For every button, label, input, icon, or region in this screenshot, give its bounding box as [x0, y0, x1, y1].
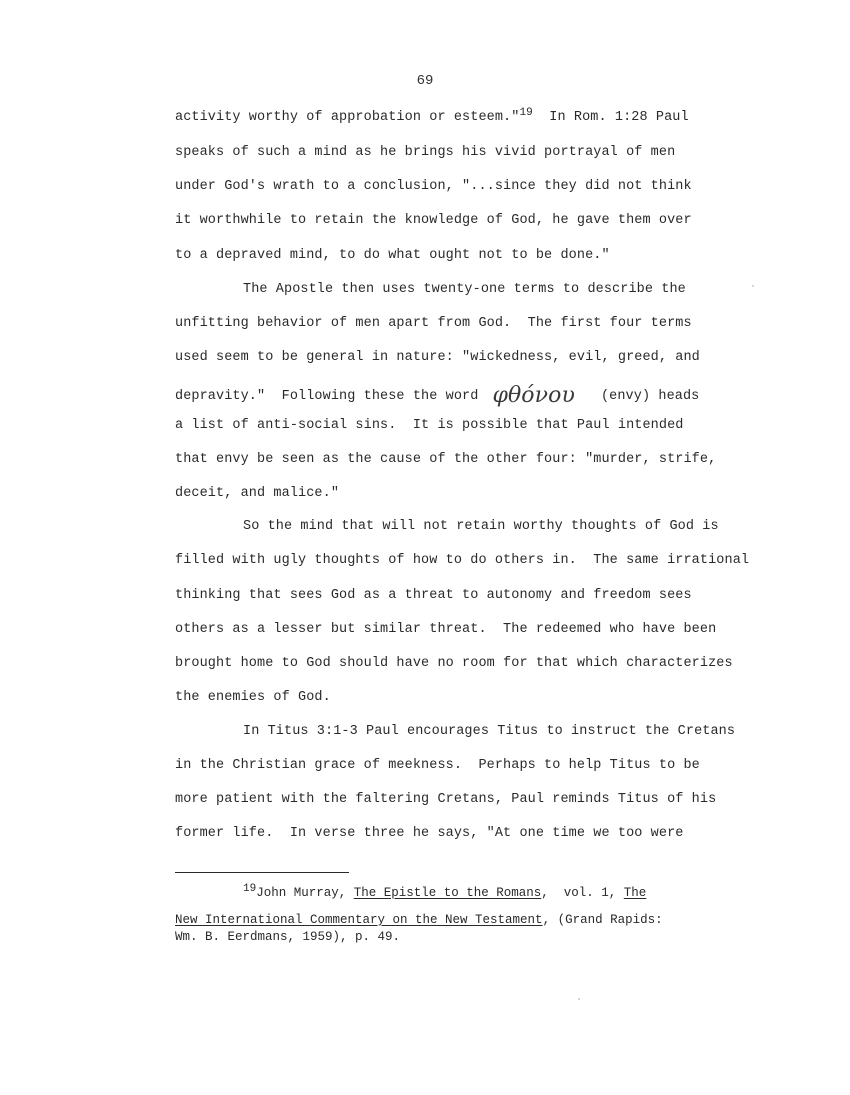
- body-line: that envy be seen as the cause of the other four: "murder, strife,: [175, 452, 717, 467]
- body-line: former life. In verse three he says, "At one time we too were: [175, 826, 684, 841]
- body-line: used seem to be general in nature: "wickedness, evil, greed, and: [175, 350, 700, 365]
- body-line: deceit, and malice.": [175, 486, 340, 501]
- footnote-reference[interactable]: 19: [519, 107, 533, 119]
- book-title: The Epistle to the Romans: [353, 886, 542, 900]
- body-line: the enemies of God.: [175, 690, 331, 705]
- body-line: depravity." Following these the word φθόνου (envy) heads: [175, 383, 700, 408]
- scan-speck: [578, 998, 580, 1000]
- body-line: it worthwhile to retain the knowledge of God, he gave them over: [175, 213, 692, 228]
- body-line: in the Christian grace of meekness. Perhaps to help Titus to be: [175, 758, 700, 773]
- page-number: 69: [416, 73, 434, 89]
- body-line: So the mind that will not retain worthy thoughts of God is: [243, 519, 719, 534]
- body-line: to a depraved mind, to do what ought not to be done.": [175, 248, 610, 263]
- series-title: New International Commentary on the New Testament: [175, 913, 543, 927]
- body-line: activity worthy of approbation or esteem."$^{19}$ In Rom. 1:28 Paul: [175, 107, 689, 125]
- series-title: The: [623, 886, 647, 900]
- body-line: In Titus 3:1-3 Paul encourages Titus to instruct the Cretans: [243, 724, 736, 739]
- footnote-marker: 19: [243, 883, 257, 895]
- body-line: speaks of such a mind as he brings his vivid portrayal of men: [175, 145, 676, 160]
- footnote-line: Wm. B. Eerdmans, 1959), p. 49.: [175, 930, 401, 944]
- body-line: unfitting behavior of men apart from God. The first four terms: [175, 316, 692, 331]
- body-line: filled with ugly thoughts of how to do others in. The same irrational: [175, 553, 750, 568]
- body-line: under God's wrath to a conclusion, "...since they did not think: [175, 179, 692, 194]
- footnote-line: 19John Murray, The Epistle to the Romans, vol. 1, The: [243, 883, 647, 900]
- body-line: more patient with the faltering Cretans, Paul reminds Titus of his: [175, 792, 717, 807]
- body-line: brought home to God should have no room for that which characterizes: [175, 656, 733, 671]
- body-line: others as a lesser but similar threat. The redeemed who have been: [175, 622, 717, 637]
- body-line: The Apostle then uses twenty-one terms to describe the: [243, 282, 686, 297]
- footnote-rule: [175, 872, 349, 873]
- body-line: a list of anti-social sins. It is possible that Paul intended: [175, 418, 684, 433]
- footnote-line: New International Commentary on the New Testament, (Grand Rapids:: [175, 913, 663, 927]
- body-line: thinking that sees God as a threat to autonomy and freedom sees: [175, 588, 692, 603]
- scan-speck: [752, 285, 754, 287]
- greek-word-handwritten: φθόνου: [492, 383, 575, 408]
